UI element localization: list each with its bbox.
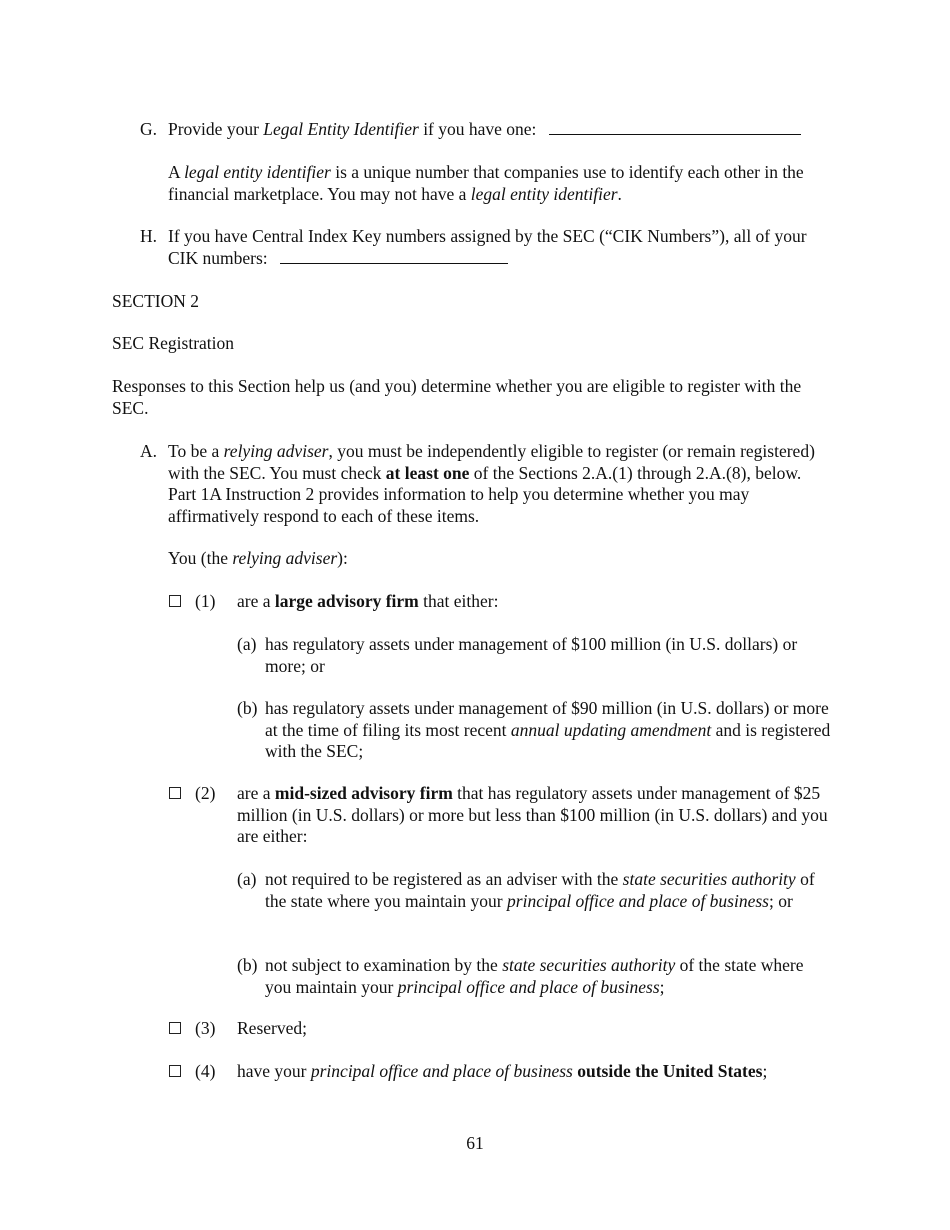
- item-a-letter: A.: [140, 441, 158, 461]
- option-1a-text: has regulatory assets under management of $100 million (in U.S. dollars) or more; or: [265, 634, 798, 676]
- item-a-text: To be a relying adviser, you must be independently eligible to register (or remain registered) with the SEC. You must check at least one of the Sections 2.A.(1) through 2.A.(8), below. Part 1A Instruction 2 provides information to help you determine whether you may affirmatively respond to each of these items.: [168, 441, 815, 526]
- option-3-number: (3): [195, 1018, 216, 1038]
- section-subheading: SEC Registration: [112, 333, 235, 353]
- option-2-number: (2): [195, 783, 216, 803]
- item-h-question: If you have Central Index Key numbers assigned by the SEC (“CIK Numbers”), all of your CIK numbers:: [168, 226, 807, 268]
- option-2b-text: not subject to examination by the state securities authority of the state where you maintain your principal office and place of business;: [265, 955, 804, 997]
- option-1-number: (1): [195, 591, 216, 611]
- option-2a-text: not required to be registered as an adviser with the state securities authority of the state where you maintain your principal office and place of business; or: [265, 869, 815, 911]
- item-g-letter: G.: [140, 119, 158, 139]
- option-2-checkbox[interactable]: [169, 787, 181, 799]
- option-1-text: are a large advisory firm that either:: [237, 591, 499, 611]
- section-heading: SECTION 2: [112, 291, 200, 311]
- item-g-note: A legal entity identifier is a unique number that companies use to identify each other in the financial marketplace. You may not have a legal entity identifier.: [168, 162, 804, 204]
- section-intro: Responses to this Section help us (and you) determine whether you are eligible to register with the SEC.: [112, 376, 802, 418]
- option-1b-label: (b): [237, 698, 258, 718]
- option-1a-label: (a): [237, 634, 257, 654]
- item-g-question: Provide your Legal Entity Identifier if you have one:: [168, 119, 848, 141]
- lei-input-line[interactable]: [549, 119, 801, 135]
- option-1b-text: has regulatory assets under management of $90 million (in U.S. dollars) or more at the time of filing its most recent annual updating amendment and is registered with the SEC;: [265, 698, 831, 761]
- option-2-text: are a mid-sized advisory firm that has regulatory assets under management of $25 million (in U.S. dollars) or more but less than $100 million (in U.S. dollars) and you are either:: [237, 783, 828, 846]
- option-2b-label: (b): [237, 955, 258, 975]
- option-3-text: Reserved;: [237, 1018, 307, 1038]
- page-number: 61: [466, 1133, 484, 1153]
- option-4-number: (4): [195, 1061, 216, 1081]
- option-1-checkbox[interactable]: [169, 595, 181, 607]
- option-4-checkbox[interactable]: [169, 1065, 181, 1077]
- option-4-text: have your principal office and place of business outside the United States;: [237, 1061, 768, 1081]
- cik-input-line[interactable]: [280, 248, 508, 264]
- item-h-letter: H.: [140, 226, 158, 246]
- option-3-checkbox[interactable]: [169, 1022, 181, 1034]
- option-2a-label: (a): [237, 869, 257, 889]
- relying-adviser-lead: You (the relying adviser):: [168, 548, 348, 568]
